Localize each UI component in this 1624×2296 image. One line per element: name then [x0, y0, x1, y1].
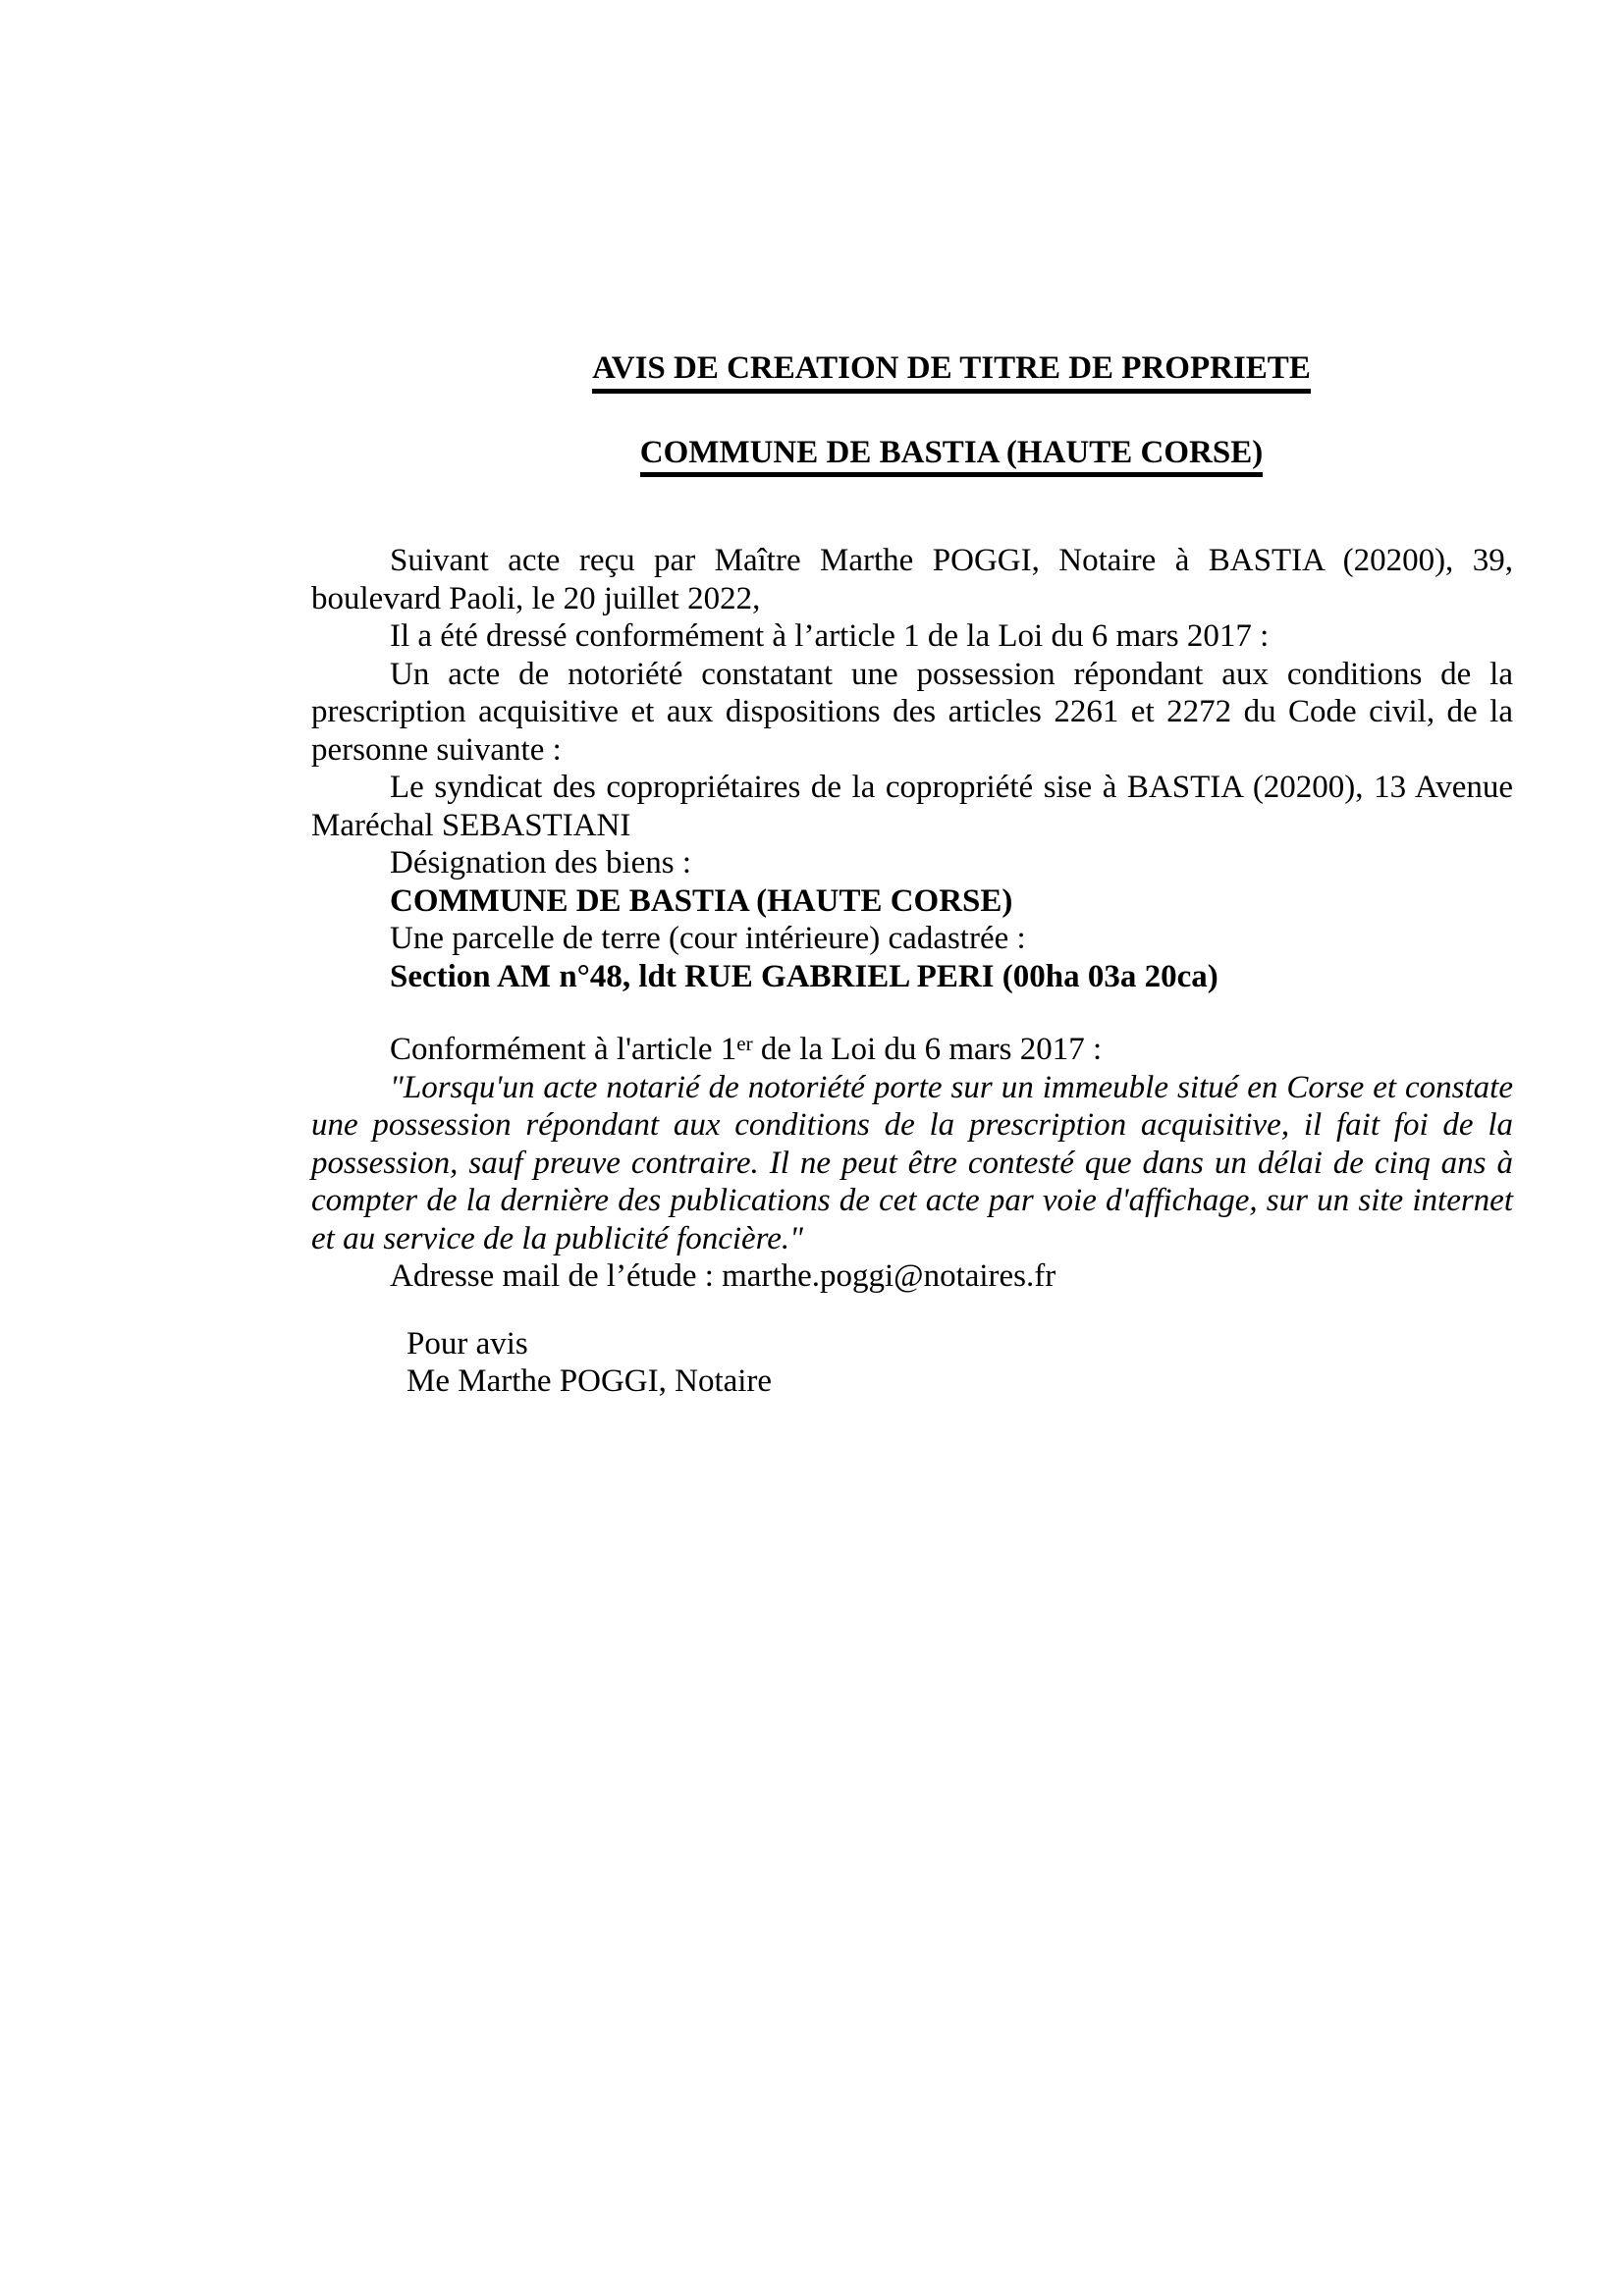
notice-title: [390, 349, 1513, 394]
conformity-prefix: Conformément à l'article 1: [390, 1032, 737, 1067]
paragraph-parcel: Une parcelle de terre (cour intérieure) cadastrée :: [390, 921, 1026, 956]
paragraph-conformity: [311, 1031, 1513, 1069]
paragraph-designation-label: Désignation des biens :: [390, 845, 692, 881]
paragraph-owner: Le syndicat des copropriétaires de la copropriété sise à BASTIA (20200), 13 Avenue Maréchal SEBASTIANI: [311, 770, 1513, 843]
paragraph-commune-bold: COMMUNE DE BASTIA (HAUTE CORSE): [390, 882, 1013, 919]
paragraph-law-reference: Il a été dressé conformément à l’article 1 de la Loi du 6 mars 2017 :: [390, 618, 1270, 654]
paragraph-section-bold: Section AM n°48, ldt RUE GABRIEL PERI (00ha 03a 20ca): [390, 958, 1218, 994]
document-content: [311, 349, 1513, 1401]
signature-notary: Me Marthe POGGI, Notaire: [406, 1363, 773, 1399]
paragraph-email: Adresse mail de l’étude : marthe.poggi@notaires.fr: [390, 1258, 1056, 1294]
conformity-suffix: de la Loi du 6 mars 2017 :: [752, 1032, 1103, 1067]
conformity-superscript: er: [736, 1031, 753, 1055]
signature-pour-avis: Pour avis: [406, 1325, 528, 1362]
notice-title-text: AVIS DE CREATION DE TITRE DE PROPRIETE: [592, 349, 1311, 394]
paragraph-act-description: Un acte de notoriété constatant une possession répondant aux conditions de la prescription acquisitive et aux dispositions des articles 2261 et 2272 du Code civil, de la personne suivante :: [311, 656, 1513, 768]
commune-title-text: COMMUNE DE BASTIA (HAUTE CORSE): [640, 434, 1263, 478]
paragraph-law-quote: "Lorsqu'un acte notarié de notoriété porte sur un immeuble situé en Corse et constate une possession répondant aux conditions de la prescription acquisitive, il fait foi de la possession, sauf preuve contraire. Il ne peut être contesté que dans un délai de cinq ans à compter de la dernière des publications de cet acte par voie d'affichage, sur un site internet et au service de la publicité foncière.": [311, 1069, 1513, 1256]
paragraph-notary-intro: Suivant acte reçu par Maître Marthe POGGI, Notaire à BASTIA (20200), 39, boulevard Paoli, le 20 juillet 2022,: [311, 543, 1513, 616]
commune-title: [390, 434, 1513, 478]
